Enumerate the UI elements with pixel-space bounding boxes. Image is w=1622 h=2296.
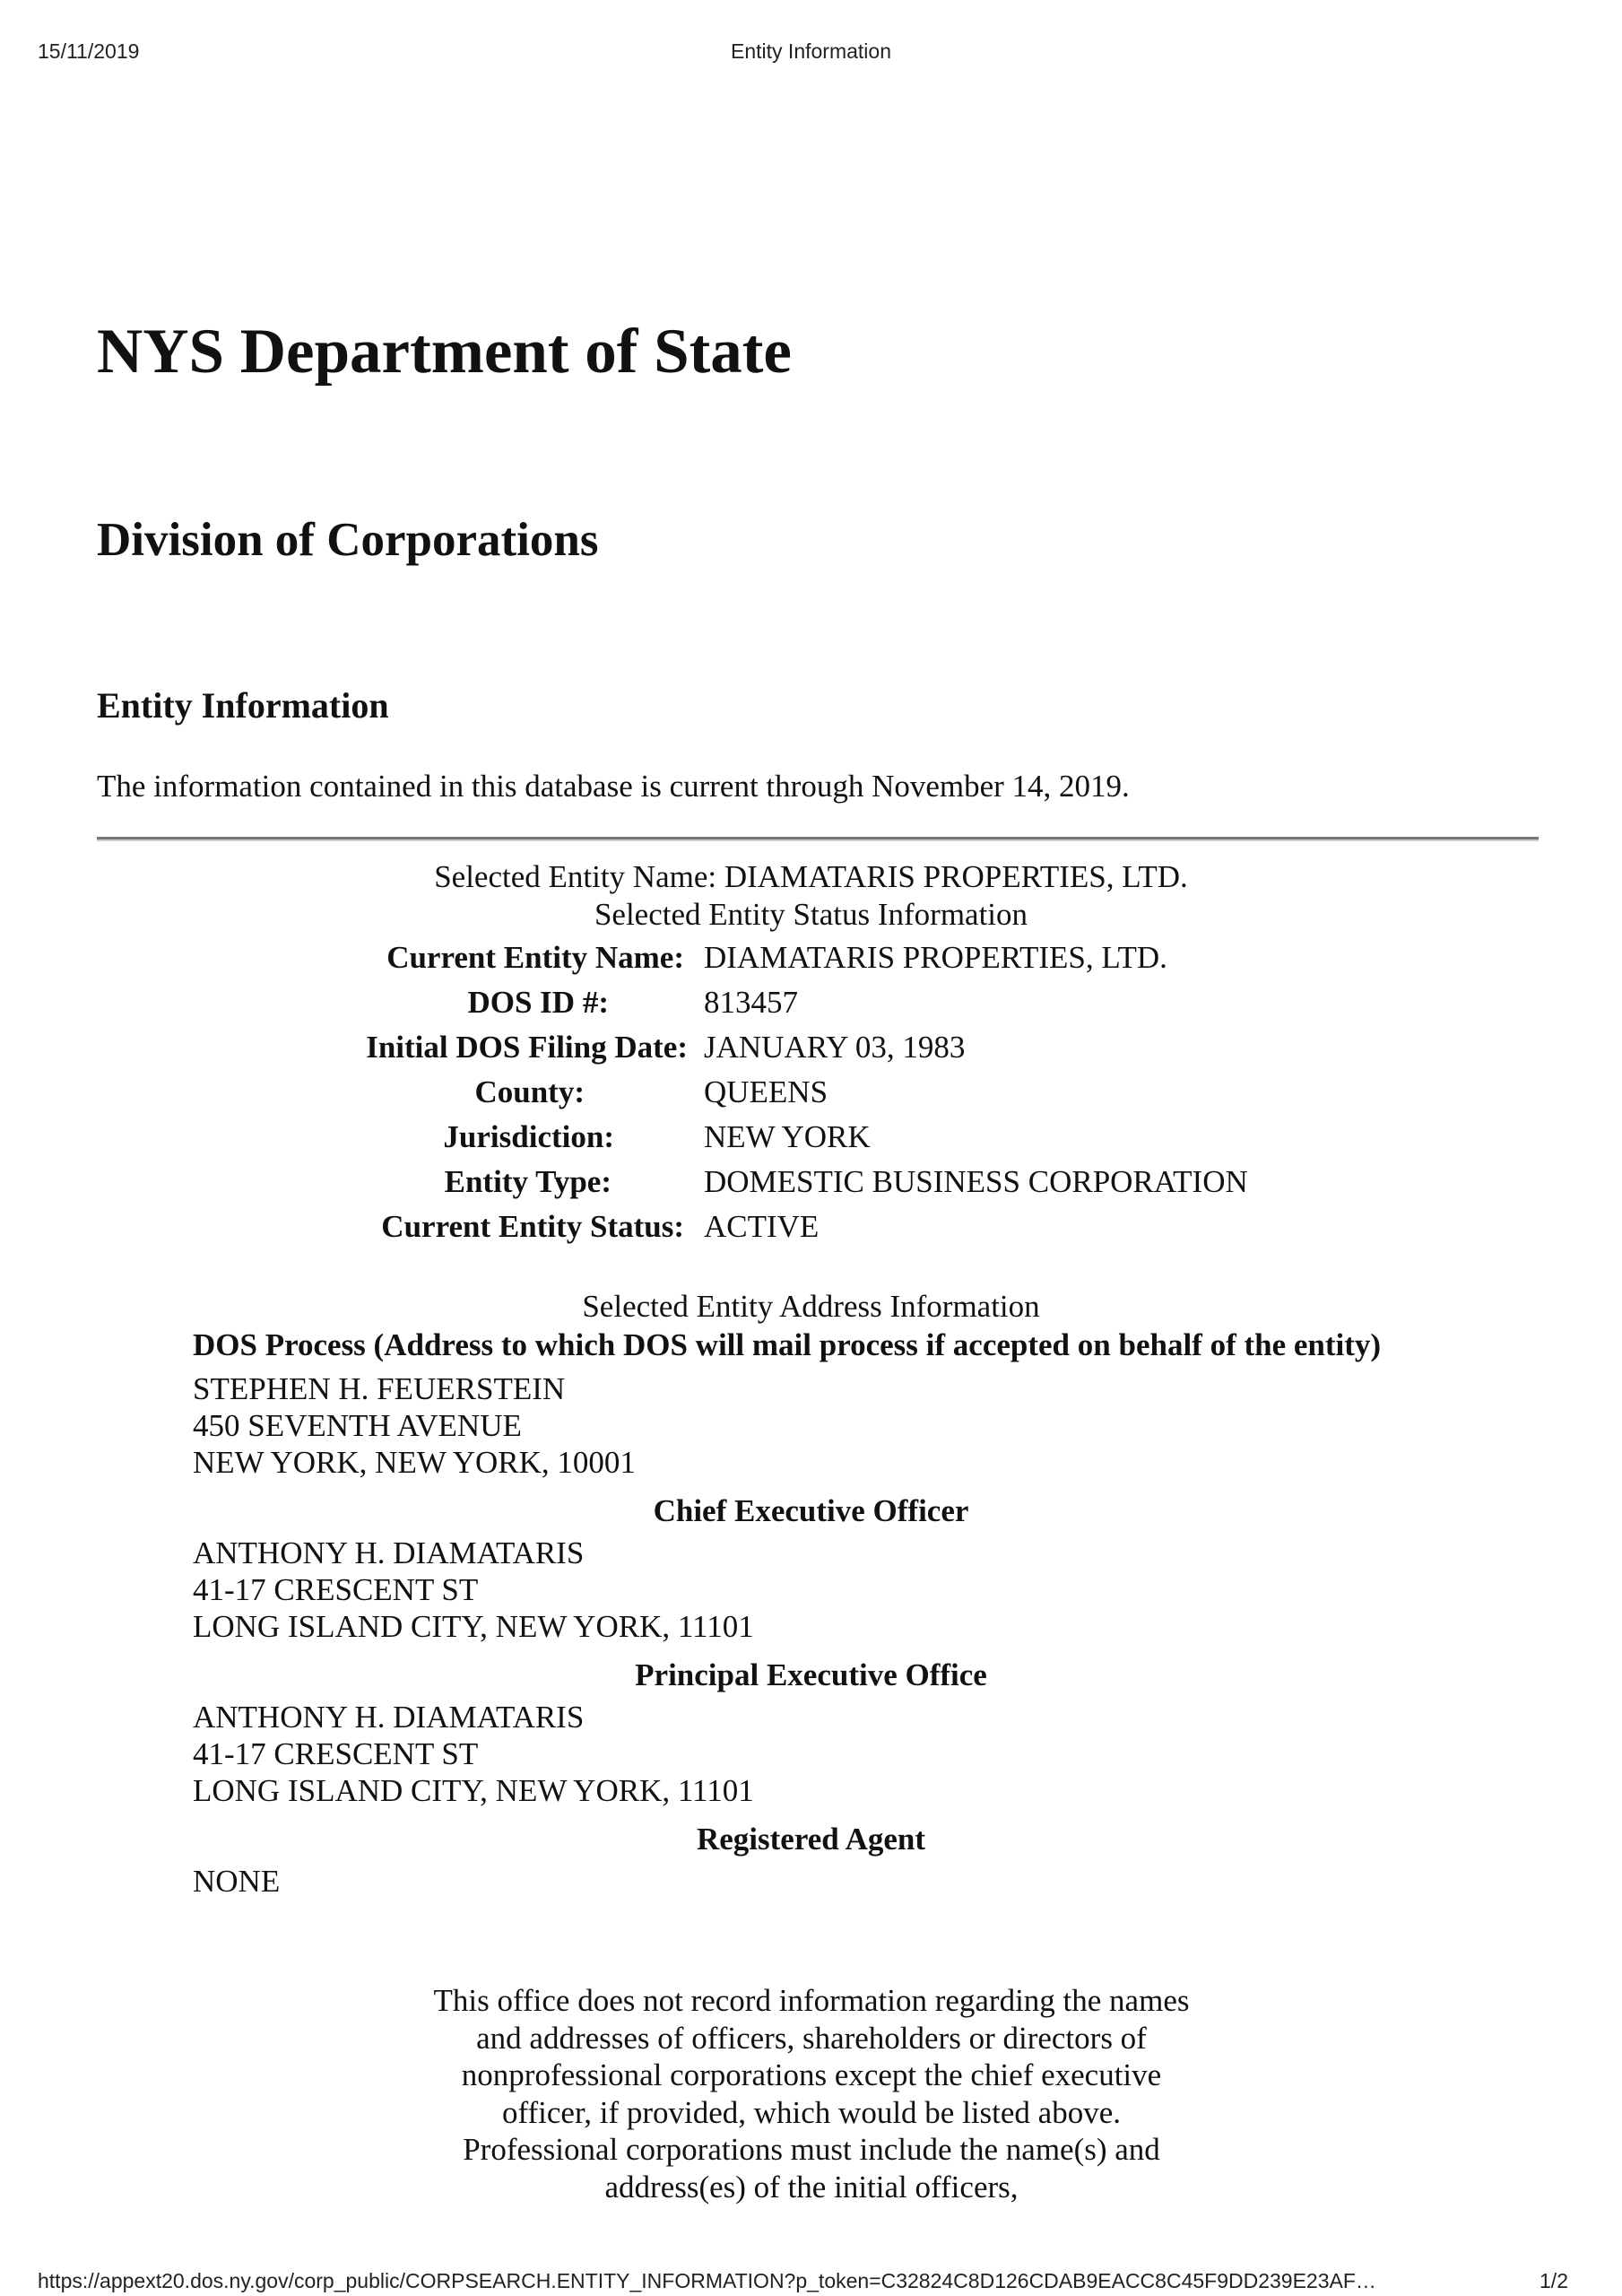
registered-agent-address <box>193 1863 280 1900</box>
address-line: STEPHEN H. FEUERSTEIN <box>193 1371 566 1406</box>
address-line: NONE <box>193 1864 281 1899</box>
status-row-entity-status <box>0 1209 1622 1252</box>
status-value: 813457 <box>704 985 798 1020</box>
currency-note: The information contained in this database is current through November 14, 2019. <box>97 769 1130 804</box>
address-line: NEW YORK, NEW YORK, 10001 <box>193 1445 636 1480</box>
status-label: DOS ID #: <box>467 985 609 1020</box>
selected-entity-name: Selected Entity Name: DIAMATARIS PROPERTIES, LTD. <box>434 859 1188 894</box>
status-label: Current Entity Name: <box>386 940 684 975</box>
status-value: QUEENS <box>704 1074 828 1109</box>
print-date: 15/11/2019 <box>38 39 140 63</box>
status-label: Entity Type: <box>444 1164 612 1199</box>
status-value: JANUARY 03, 1983 <box>704 1030 966 1065</box>
section-heading: Entity Information <box>97 685 389 726</box>
status-row-current-entity-name <box>0 940 1622 983</box>
horizontal-divider <box>97 837 1539 841</box>
dos-process-heading: DOS Process (Address to which DOS will mail process if accepted on behalf of the entity) <box>193 1327 1382 1362</box>
status-row-filing-date <box>0 1030 1622 1073</box>
address-line: ANTHONY H. DIAMATARIS <box>193 1700 585 1735</box>
registered-agent-heading: Registered Agent <box>697 1822 925 1857</box>
principal-office-heading: Principal Executive Office <box>635 1657 987 1692</box>
status-label: Initial DOS Filing Date: <box>366 1030 688 1065</box>
address-line: LONG ISLAND CITY, NEW YORK, 11101 <box>193 1609 754 1644</box>
status-row-entity-type <box>0 1164 1622 1207</box>
address-info-heading: Selected Entity Address Information <box>582 1289 1040 1324</box>
print-header <box>0 39 1622 66</box>
status-value: DIAMATARIS PROPERTIES, LTD. <box>704 940 1167 975</box>
print-footer <box>0 2269 1622 2296</box>
address-line: 41-17 CRESCENT ST <box>193 1736 479 1771</box>
page-title: NYS Department of State <box>97 317 792 387</box>
address-line: ANTHONY H. DIAMATARIS <box>193 1535 585 1570</box>
status-value: DOMESTIC BUSINESS CORPORATION <box>704 1164 1248 1199</box>
ceo-heading: Chief Executive Officer <box>653 1493 969 1528</box>
status-row-dos-id <box>0 985 1622 1028</box>
status-value: ACTIVE <box>704 1209 820 1244</box>
page-number: 1/2 <box>1540 2269 1568 2292</box>
status-value: NEW YORK <box>704 1119 871 1154</box>
print-title: Entity Information <box>731 39 891 63</box>
page-url: https://appext20.dos.ny.gov/corp_public/CORPSEARCH.ENTITY_INFORMATION?p_token=C32824C8D126CDAB9EACC8C45F9DD239E23AF… <box>38 2269 1376 2292</box>
status-label: Jurisdiction: <box>443 1119 614 1154</box>
address-line: 41-17 CRESCENT ST <box>193 1572 479 1607</box>
status-info-heading: Selected Entity Status Information <box>594 897 1028 932</box>
address-line: LONG ISLAND CITY, NEW YORK, 11101 <box>193 1773 754 1808</box>
status-label: County: <box>474 1074 585 1109</box>
status-label: Current Entity Status: <box>381 1209 684 1244</box>
principal-office-address <box>193 1699 754 1809</box>
status-row-jurisdiction <box>0 1119 1622 1162</box>
dos-process-address <box>193 1370 636 1481</box>
status-row-county <box>0 1074 1622 1118</box>
division-heading: Division of Corporations <box>97 514 599 566</box>
address-line: 450 SEVENTH AVENUE <box>193 1408 522 1443</box>
ceo-address <box>193 1535 754 1645</box>
disclaimer-text: This office does not record information regarding the names and addresses of officers, shareholders or directors of nonprofessional corporations except the chief executive officer, if provided, which would be listed above. Professional corporations must include the name(s) and address(es) of the initial officers, <box>433 1983 1190 2205</box>
